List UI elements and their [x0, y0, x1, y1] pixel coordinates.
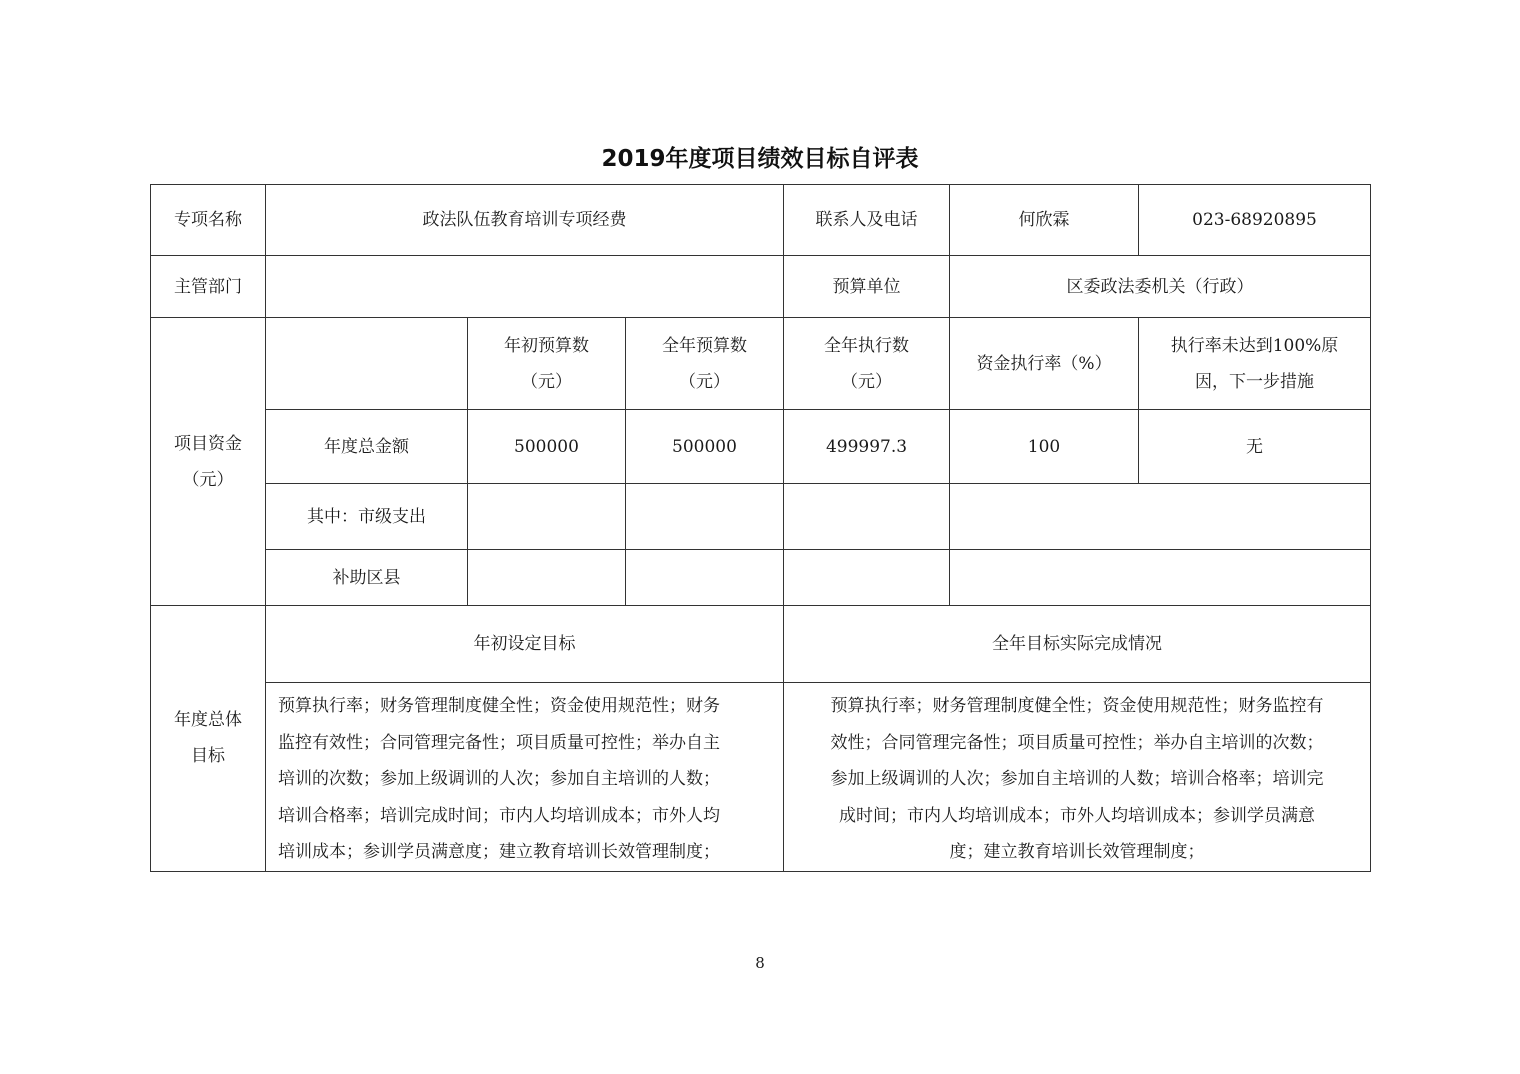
row-project-name	[151, 185, 1371, 256]
row-goals-content	[151, 683, 1371, 872]
subsidy-label: 补助区县	[266, 550, 468, 606]
initial-goals-line: 监控有效性；合同管理完备性；项目质量可控性；举办自主	[278, 732, 720, 753]
header-annual-line2: （元）	[679, 371, 730, 392]
subsidy-annual	[626, 550, 784, 606]
city-expense-label: 其中：市级支出	[266, 484, 468, 550]
subsidy-executed	[784, 550, 950, 606]
actual-goals-text	[784, 683, 1371, 872]
performance-table	[150, 184, 1371, 872]
initial-goals-line: 培训的次数；参加上级调训的人次；参加自主培训的人数；	[278, 769, 720, 789]
row-annual-total	[151, 410, 1371, 484]
row-funds-header	[151, 318, 1371, 410]
total-initial: 500000	[468, 410, 626, 484]
project-name-value: 政法队伍教育培训专项经费	[266, 185, 784, 256]
header-reason	[1139, 318, 1371, 410]
header-reason-line2: 因，下一步措施	[1195, 371, 1315, 392]
header-execution-rate: 资金执行率（%）	[950, 318, 1139, 410]
city-rest	[950, 484, 1371, 550]
header-executed-line1: 全年执行数	[824, 335, 910, 356]
row-department	[151, 256, 1371, 318]
row-goals-header	[151, 606, 1371, 683]
city-annual	[626, 484, 784, 550]
actual-goals-header: 全年目标实际完成情况	[784, 606, 1371, 683]
goals-label-line1: 年度总体	[174, 710, 242, 731]
contact-phone: 023-68920895	[1139, 185, 1371, 256]
department-value	[266, 256, 784, 318]
total-annual: 500000	[626, 410, 784, 484]
initial-goals-line: 预算执行率；财务管理制度健全性；资金使用规范性；财务	[278, 696, 720, 716]
funds-label-line2: （元）	[182, 469, 234, 490]
department-label: 主管部门	[151, 256, 266, 318]
contact-label: 联系人及电话	[784, 185, 950, 256]
page-title: 2019年度项目绩效目标自评表	[601, 146, 919, 172]
actual-goals-line: 度；建立教育培训长效管理制度；	[949, 842, 1205, 862]
header-annual-line1: 全年预算数	[662, 335, 747, 356]
funds-label-line1: 项目资金	[174, 433, 242, 454]
header-executed-line2: （元）	[841, 371, 893, 392]
budget-unit-value: 区委政法委机关（行政）	[950, 256, 1371, 318]
total-executed: 499997.3	[784, 410, 950, 484]
actual-goals-line: 成时间；市内人均培训成本；市外人均培训成本；参训学员满意	[839, 805, 1316, 826]
funds-label	[151, 318, 266, 606]
initial-goals-line: 培训成本；参训学员满意度；建立教育培训长效管理制度；	[278, 842, 720, 862]
header-annual-budget	[626, 318, 784, 410]
total-rate: 100	[950, 410, 1139, 484]
header-initial-budget	[468, 318, 626, 410]
header-executed	[784, 318, 950, 410]
goals-label	[151, 606, 266, 872]
subsidy-rest	[950, 550, 1371, 606]
contact-name: 何欣霖	[950, 185, 1139, 256]
city-executed	[784, 484, 950, 550]
header-reason-line1: 执行率未达到100%原	[1170, 335, 1339, 356]
goals-label-line2: 目标	[191, 746, 225, 767]
subsidy-initial	[468, 550, 626, 606]
header-initial-line2: （元）	[521, 371, 572, 392]
header-initial-line1: 年初预算数	[504, 335, 589, 356]
initial-goals-header: 年初设定目标	[266, 606, 784, 683]
page-number: 8	[755, 954, 765, 972]
initial-goals-text	[266, 683, 784, 872]
actual-goals-line: 参加上级调训的人次；参加自主培训的人数；培训合格率；培训完	[830, 769, 1324, 789]
project-name-label: 专项名称	[151, 185, 266, 256]
row-subsidy	[151, 550, 1371, 606]
row-city-expense	[151, 484, 1371, 550]
actual-goals-line: 预算执行率；财务管理制度健全性；资金使用规范性；财务监控有	[830, 696, 1324, 716]
initial-goals-line: 培训合格率；培训完成时间；市内人均培训成本；市外人均	[278, 805, 720, 826]
total-label: 年度总金额	[266, 410, 468, 484]
total-reason: 无	[1139, 410, 1371, 484]
budget-unit-label: 预算单位	[784, 256, 950, 318]
city-initial	[468, 484, 626, 550]
funds-header-blank	[266, 318, 468, 410]
actual-goals-line: 效性；合同管理完备性；项目质量可控性；举办自主培训的次数；	[830, 732, 1324, 753]
